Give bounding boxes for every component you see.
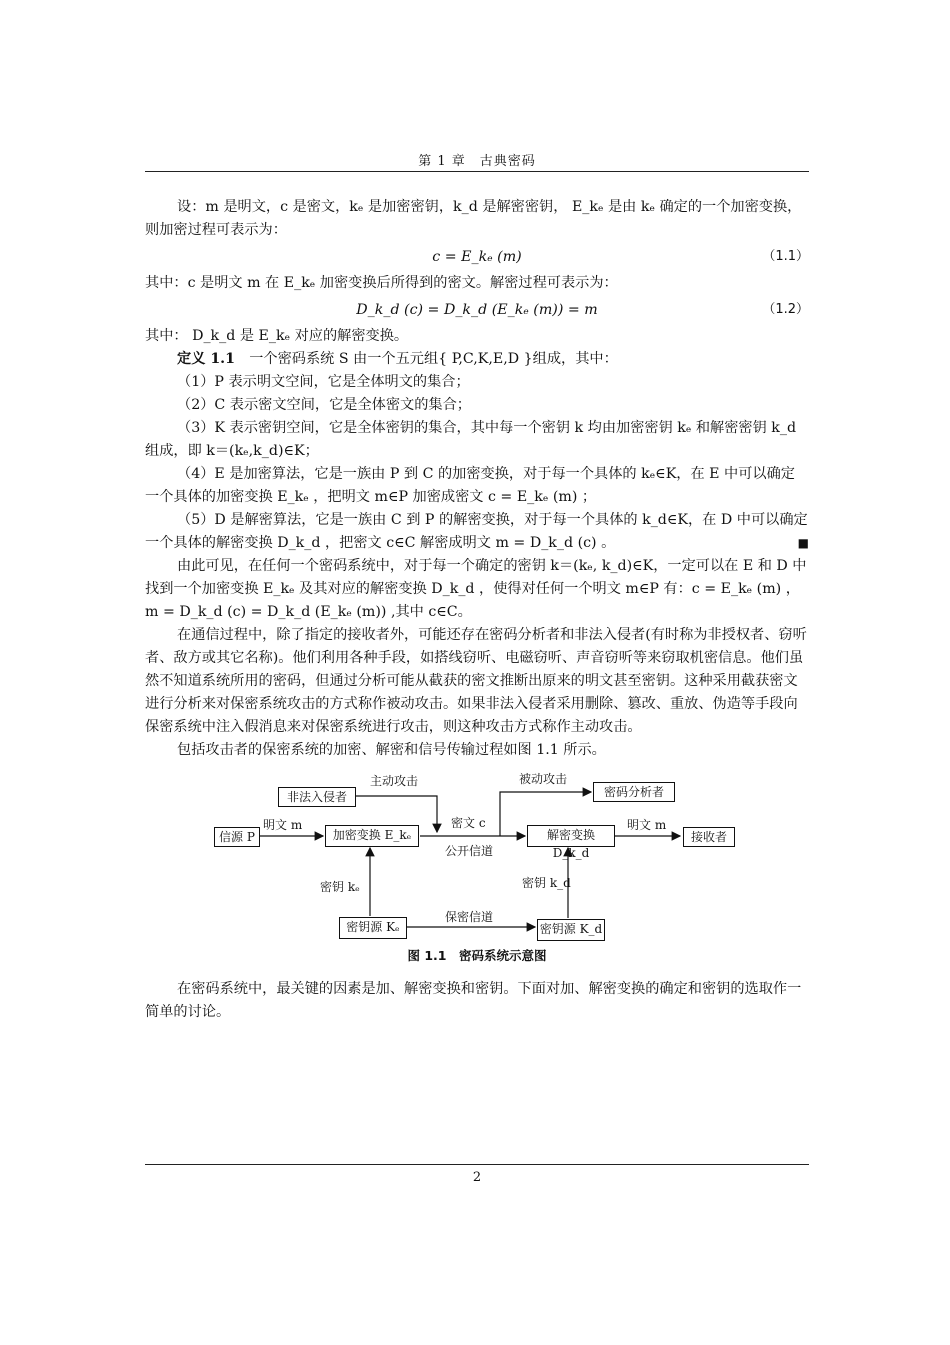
page-body — [145, 196, 809, 1024]
definition-item — [145, 509, 809, 555]
equation-expression: c = E_kₑ (m) — [432, 249, 522, 265]
label-plaintext-right: 明文 m — [627, 818, 667, 832]
paragraph-decrypt-transform: 其中： D_k_d 是 E_kₑ 对应的解密变换。 — [145, 328, 409, 344]
equation-1-2 — [145, 295, 809, 325]
definition-item: （4）E 是加密算法，它是一族由 P 到 C 的加密变换，对于每一个具体的 kₑ∈K，在 E 中可以确定一个具体的加密变换 E_kₑ ，把明文 m∈P 加密成密文 c = E_kₑ (m) ； — [145, 466, 795, 505]
label-secure-channel: 保密信道 — [445, 910, 494, 924]
paragraph-summary: 由此可见，在任何一个密码系统中，对于每一个确定的密钥 k＝(kₑ, k_d)∈K，一定可以在 E 和 D 中找到一个加密变换 E_kₑ 及其对应的解密变换 D_k_d ，使得对任何一个明文 m∈P 有：c = E_kₑ (m) ， m = D_k_d (c) = D_k_d (E_kₑ (m)) ,其中 c∈C。 — [145, 558, 807, 620]
definition-item: （3）K 表示密钥空间，它是全体密钥的集合，其中每一个密钥 k 均由加密密钥 kₑ 和解密密钥 k_d 组成，即 k＝(kₑ,k_d)∈K； — [145, 420, 797, 459]
definition-heading: 定义 1.1 — [177, 351, 235, 367]
header-rule — [145, 171, 809, 172]
equation-number: （1.1） — [762, 249, 809, 264]
paragraph-closing: 在密码系统中，最关键的因素是加、解密变换和密钥。下面对加、解密变换的确定和密钥的选取作一简单的讨论。 — [145, 981, 802, 1020]
paragraph-decrypt-intro: 其中：c 是明文 m 在 E_kₑ 加密变换后所得到的密文。解密过程可表示为： — [145, 275, 618, 291]
label-key-e: 密钥 kₑ — [320, 880, 360, 894]
equation-expression: D_k_d (c) = D_k_d (E_kₑ (m)) = m — [356, 302, 598, 318]
definition-item: （2）C 表示密文空间，它是全体密文的集合； — [177, 397, 471, 413]
definition-item: （1）P 表示明文空间，它是全体明文的集合； — [177, 374, 470, 390]
footer-rule — [145, 1164, 809, 1165]
label-key-d: 密钥 k_d — [522, 876, 571, 890]
definition-1-1 — [145, 348, 809, 371]
running-header: 第 1 章 古典密码 — [418, 154, 536, 169]
paragraph-attacks: 在通信过程中，除了指定的接收者外，可能还存在密码分析者和非法入侵者(有时称为非授权者、窃听者、敌方或其它名称)。他们利用各种手段，如搭线窃听、电磁窃听、声音窃听等来窃取机密信息。他们虽然不知道系统所用的密码，但通过分析可能从截获的密文推断出原来的明文甚至密钥。这种采用截获密文进行分析来对保密系统攻击的方式称作被动攻击。如果非法入侵者采用删除、篡改、重放、伪造等手段向保密系统中注入假消息来对保密系统进行攻击，则这种攻击方式称作主动攻击。 — [145, 627, 807, 735]
equation-1-1 — [145, 242, 809, 272]
figure-caption: 图 1.1 密码系统示意图 — [407, 948, 547, 963]
box-key-d-source: 密钥源 K_d — [537, 919, 605, 941]
box-receiver: 接收者 — [683, 827, 735, 847]
box-key-e-source: 密钥源 Kₑ — [339, 917, 407, 939]
paragraph-setup: 设：m 是明文，c 是密文，kₑ 是加密密钥，k_d 是解密密钥， E_kₑ 是由 kₑ 确定的一个加密变换，则加密过程可表示为： — [145, 199, 802, 238]
box-decrypt: 解密变换 D_k_d — [527, 825, 615, 847]
equation-number: （1.2） — [762, 302, 809, 317]
label-public-channel: 公开信道 — [445, 844, 494, 858]
label-passive-attack: 被动攻击 — [519, 772, 568, 786]
page-number: 2 — [472, 1170, 482, 1185]
label-ciphertext: 密文 c — [451, 816, 486, 830]
definition-intro: 一个密码系统 S 由一个五元组{ P,C,K,E,D }组成，其中： — [235, 351, 618, 367]
definition-item-text: （5）D 是解密算法，它是一族由 C 到 P 的解密变换，对于每一个具体的 k_d∈K，在 D 中可以确定一个具体的解密变换 D_k_d ，把密文 c∈C 解密成明文 m = D_k_d (c) 。 — [145, 512, 808, 551]
qed-mark: ■ — [797, 536, 809, 550]
paragraph-figure-intro: 包括攻击者的保密系统的加密、解密和信号传输过程如图 1.1 所示。 — [177, 742, 606, 758]
label-active-attack: 主动攻击 — [370, 774, 419, 788]
box-encrypt: 加密变换 E_kₑ — [325, 825, 419, 847]
box-source: 信源 P — [214, 827, 260, 847]
figure-cryptosystem — [145, 766, 809, 964]
box-intruder: 非法入侵者 — [278, 787, 356, 807]
box-analyst: 密码分析者 — [593, 782, 675, 802]
label-plaintext-left: 明文 m — [263, 818, 303, 832]
